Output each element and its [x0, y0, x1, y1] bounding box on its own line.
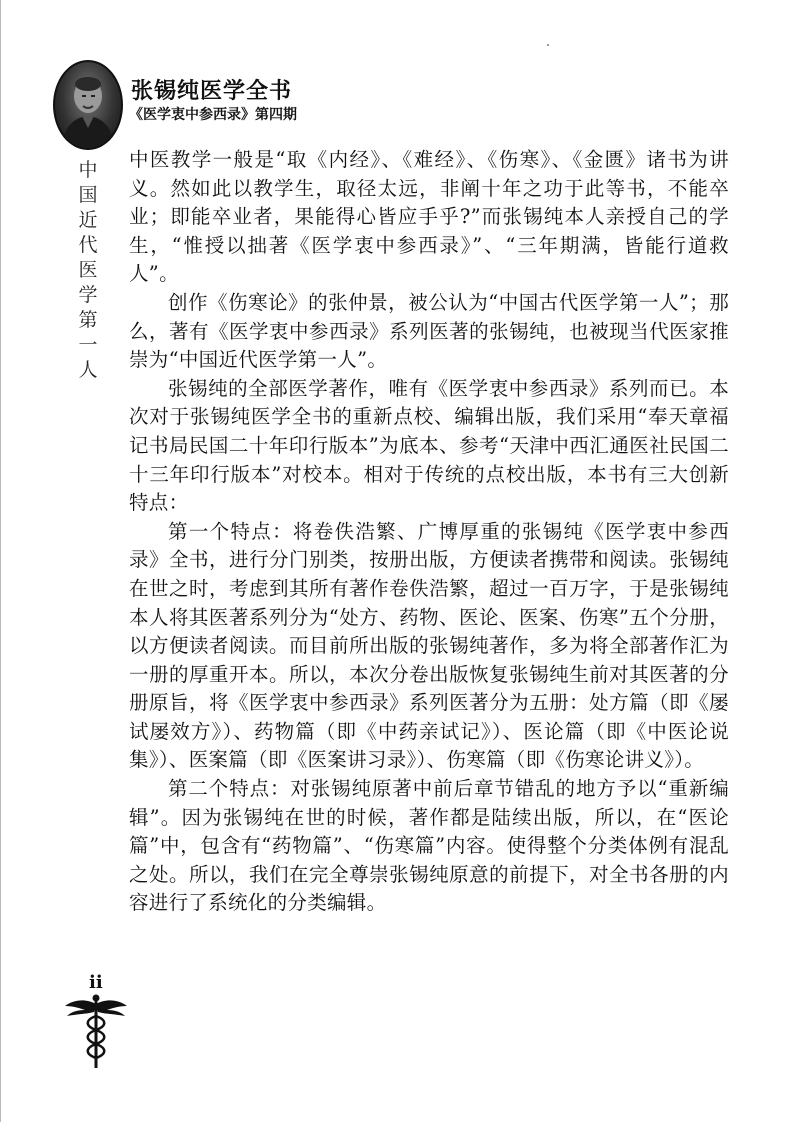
paragraph-3: 张锡纯的全部医学著作，唯有《医学衷中参西录》系列而已。本次对于张锡纯医学全书的重新点校、编辑出版，我们采用“奉天章福记书局民国二十年印行版本”为底本、参考“天津中西汇通医社民国二十三年印行版本”对校本。相对于传统的点校出版，本书有三大创新特点：: [129, 376, 729, 515]
book-subtitle: 《医学衷中参西录》第四期: [129, 107, 297, 123]
paragraph-2: 创作《伤寒论》的张仲景，被公认为“中国古代医学第一人”；那么，著有《医学衷中参西录》系列医著的张锡纯，也被现当代医家推崇为“中国近代医学第一人”。: [129, 290, 729, 372]
scan-speck: [547, 44, 549, 46]
paragraph-1: 中医教学一般是“取《内经》、《难经》、《伤寒》、《金匮》诸书为讲义。然如此以教学生，取径太远，非阐十年之功于此等书，不能卒业；即能卒业者，果能得心皆应手乎?”而张锡纯本人亲授自己的学生，“惟授以拙著《医学衷中参西录》”、“三年期满，皆能行道救人”。: [129, 148, 729, 286]
caduceus-icon: [63, 992, 129, 1070]
paragraph-5: 第二个特点：对张锡纯原著中前后章节错乱的地方予以“重新编辑”。因为张锡纯在世的时候，著作都是陆续出版，所以，在“医论篇”中，包含有“药物篇”、“伤寒篇”内容。使得整个分类体例有混乱之处。所以，我们在完全尊崇张锡纯原意的前提下，对全书各册的内容进行了系统化的分类编辑。: [129, 777, 729, 915]
side-motto: 中国近代医学第一人: [78, 159, 98, 381]
paragraph-4: 第一个特点：将卷佚浩繁、广博厚重的张锡纯《医学衷中参西录》全书，进行分门别类，按册出版，方便读者携带和阅读。张锡纯在世之时，考虑到其所有著作卷佚浩繁，超过一百万字，于是张锡纯本人将其医著系列分为“处方、药物、医论、医案、伤寒”五个分册，以方便读者阅读。而目前所出版的张锡纯著作，多为将全部著作汇为一册的厚重开本。所以，本次分卷出版恢复张锡纯生前对其医著的分册原旨，将《医学衷中参西录》系列医著分为五册：处方篇（即《屡试屡效方》）、药物篇（即《中药亲试记》）、医论篇（即《中医论说集》）、医案篇（即《医案讲习录》）、伤寒篇（即《伤寒论讲义》）。: [129, 519, 729, 772]
book-title: 张锡纯医学全书: [131, 79, 293, 104]
author-portrait: [53, 60, 123, 150]
page-number: ii: [89, 972, 103, 993]
body-text: [129, 146, 729, 918]
